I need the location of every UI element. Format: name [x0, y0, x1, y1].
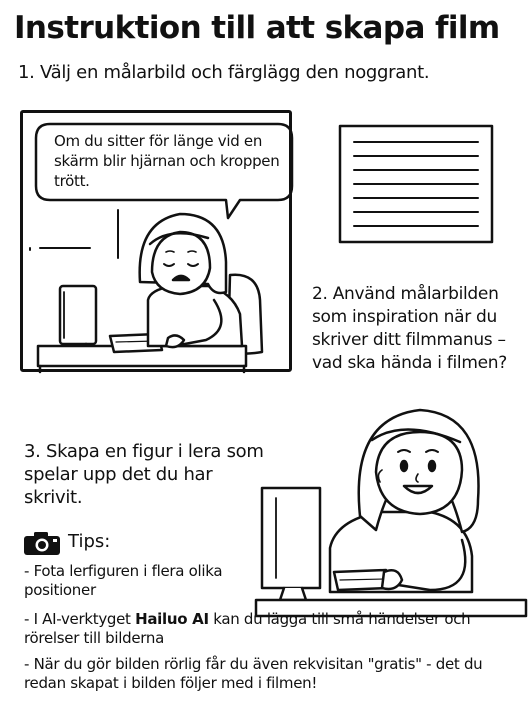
speech-bubble-text: Om du sitter för länge vid en skärm blir hjärnan och kroppen trött.: [54, 132, 280, 190]
step-3: 3. Skapa en figur i lera som spelar upp det du har skrivit.: [24, 441, 264, 508]
tool-name: Hailuo AI: [135, 610, 209, 628]
tip-dash: -: [24, 655, 30, 673]
happy-girl-face: [376, 432, 462, 514]
tip-item: [24, 655, 524, 693]
tip-text: När du gör bilden rörlig får du även rekvisitan "gratis" - det du redan skapat i bilden följer med i filmen!: [24, 655, 483, 692]
tip-item: [24, 562, 244, 600]
step-1: 1. Välj en målarbild och färglägg den noggrant.: [18, 62, 430, 83]
tip-dash: -: [24, 562, 30, 580]
tip-dash: -: [24, 610, 30, 628]
tips-heading: Tips:: [68, 531, 111, 552]
step-2: 2. Använd målarbilden som inspiration när du skriver ditt filmmanus – vad ska hända i filmen?: [312, 284, 507, 373]
tip-item: [24, 610, 524, 648]
page-title: Instruktion till att skapa film: [14, 10, 500, 46]
tip-text: I AI-verktyget: [33, 610, 136, 628]
tip-text: Fota lerfiguren i flera olika positioner: [24, 562, 223, 599]
tip-text: kan du lägga till små händelser och rörelser till bilderna: [24, 610, 471, 647]
camera-icon: [22, 530, 62, 560]
